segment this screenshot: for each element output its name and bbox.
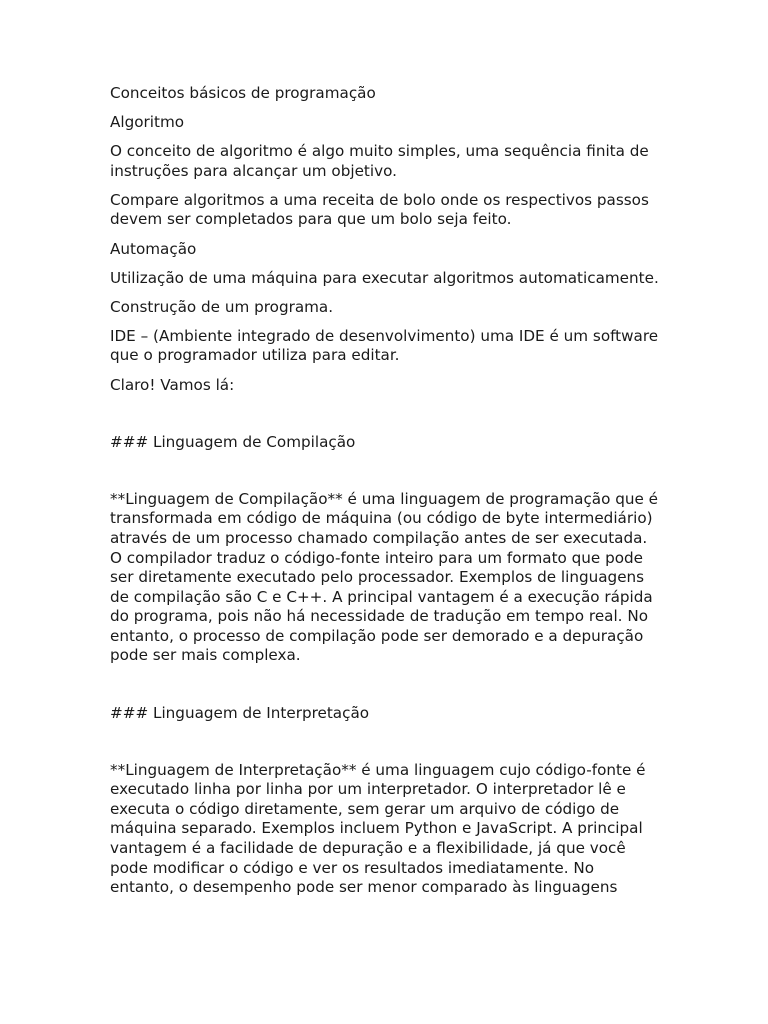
spacer <box>110 405 660 433</box>
markdown-heading-compilacao: ### Linguagem de Compilação <box>110 432 356 451</box>
section-heading-algoritmo: Algoritmo <box>110 113 185 132</box>
spacer <box>110 733 660 761</box>
document-title: Conceitos básicos de programação <box>110 84 376 102</box>
paragraph-algoritmo-receita: Compare algoritmos a uma receita de bolo onde os respectivos passos devem ser completados para que um bolo seja feito. <box>110 190 649 229</box>
paragraph-construcao: Construção de um programa. <box>110 297 334 316</box>
paragraph-ide: IDE – (Ambiente integrado de desenvolvimento) uma IDE é um software que o programador utiliza para editar. <box>110 326 659 365</box>
paragraph-claro: Claro! Vamos lá: <box>110 375 235 394</box>
spacer <box>110 676 660 704</box>
paragraph-compilacao: **Linguagem de Compilação** é uma linguagem de programação que é transformada em código de máquina (ou código de byte intermediário) através de um processo chamado compilação antes de ser executada. O compilador traduz o código-fonte inteiro para um formato que pode ser diretamente executado pelo processador. Exemplos de linguagens de compilação são C e C++. A principal vantagem é a execução rápida do programa, pois não há necessidade de tradução em tempo real. No entanto, o processo de compilação pode ser demorado e a depuração pode ser mais complexa. <box>110 489 659 665</box>
markdown-heading-interpretacao: ### Linguagem de Interpretação <box>110 703 370 722</box>
paragraph-algoritmo-definicao: O conceito de algoritmo é algo muito simples, uma sequência finita de instruções para alcançar um objetivo. <box>110 142 649 180</box>
spacer <box>110 462 660 490</box>
document-page <box>110 84 660 907</box>
paragraph-automacao-definicao: Utilização de uma máquina para executar algoritmos automaticamente. <box>110 268 659 287</box>
paragraph-interpretacao: **Linguagem de Interpretação** é uma linguagem cujo código-fonte é executado linha por linha por um interpretador. O interpretador lê e executa o código diretamente, sem gerar um arquivo de código de máquina separado. Exemplos incluem Python e JavaScript. A principal vantagem é a facilidade de depuração e a flexibilidade, já que você pode modificar o código e ver os resultados imediatamente. No entanto, o desempenho pode ser menor comparado às linguagens <box>110 760 646 897</box>
section-heading-automacao: Automação <box>110 239 197 258</box>
